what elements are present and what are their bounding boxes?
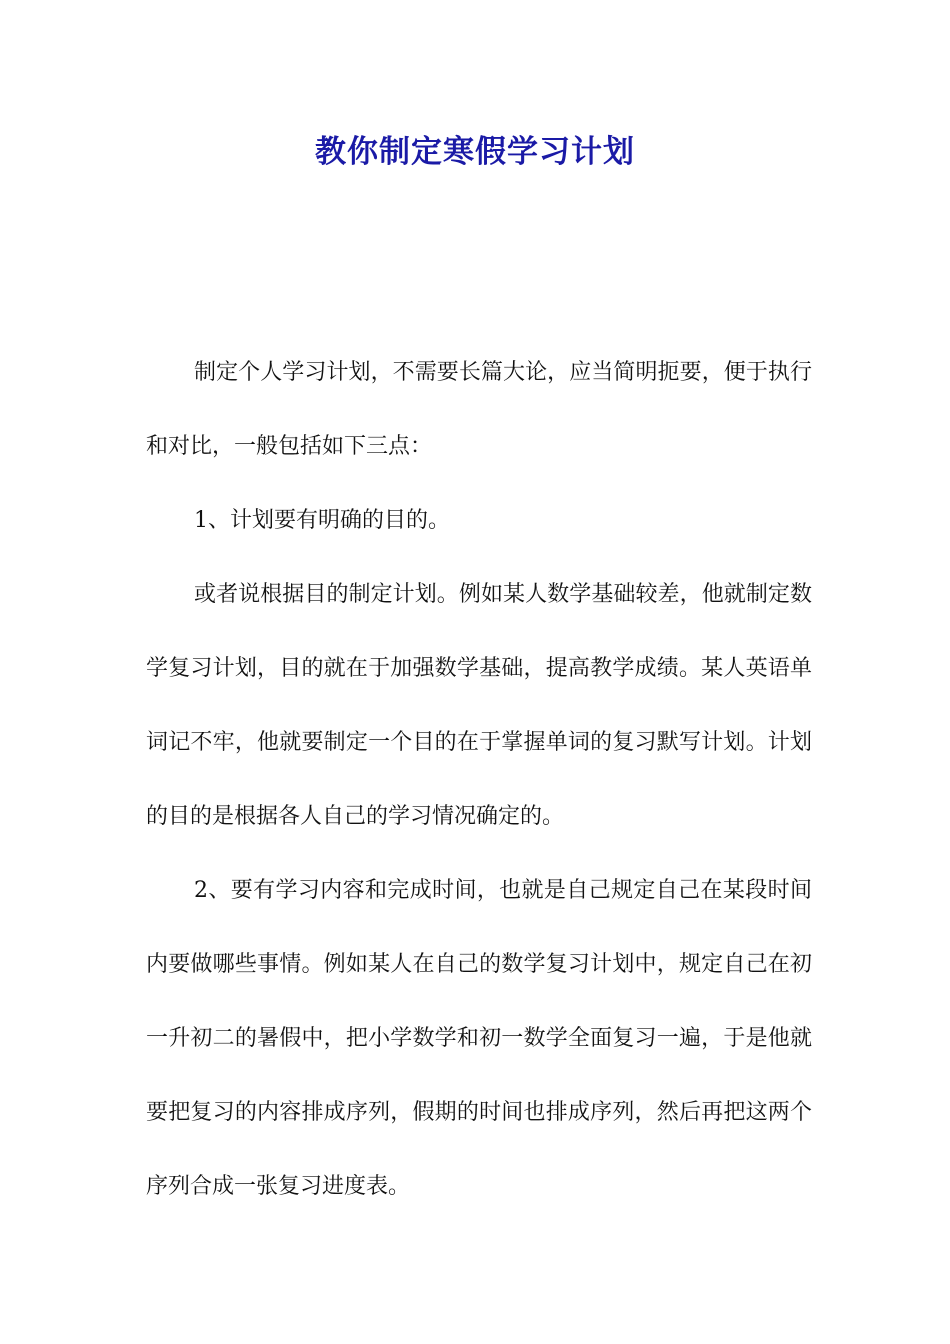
paragraph-intro: 制定个人学习计划，不需要长篇大论，应当简明扼要，便于执行和对比，一般包括如下三点：	[146, 360, 812, 459]
document-body	[146, 336, 812, 1224]
paragraph-point-1-detail: 或者说根据目的制定计划。例如某人数学基础较差，他就制定数学复习计划，目的就在于加强数学基础，提高教学成绩。某人英语单词记不牢，他就要制定一个目的在于掌握单词的复习默写计划。计划的目的是根据各人自己的学习情况确定的。	[146, 582, 812, 829]
document-title: 教你制定寒假学习计划	[315, 134, 635, 170]
paragraph-point-1: 1、计划要有明确的目的。	[194, 508, 450, 533]
paragraph-point-2: 2、要有学习内容和完成时间，也就是自己规定自己在某段时间内要做哪些事情。例如某人在自己的数学复习计划中，规定自己在初一升初二的暑假中，把小学数学和初一数学全面复习一遍，于是他就要把复习的内容排成序列，假期的时间也排成序列，然后再把这两个序列合成一张复习进度表。	[146, 878, 812, 1199]
